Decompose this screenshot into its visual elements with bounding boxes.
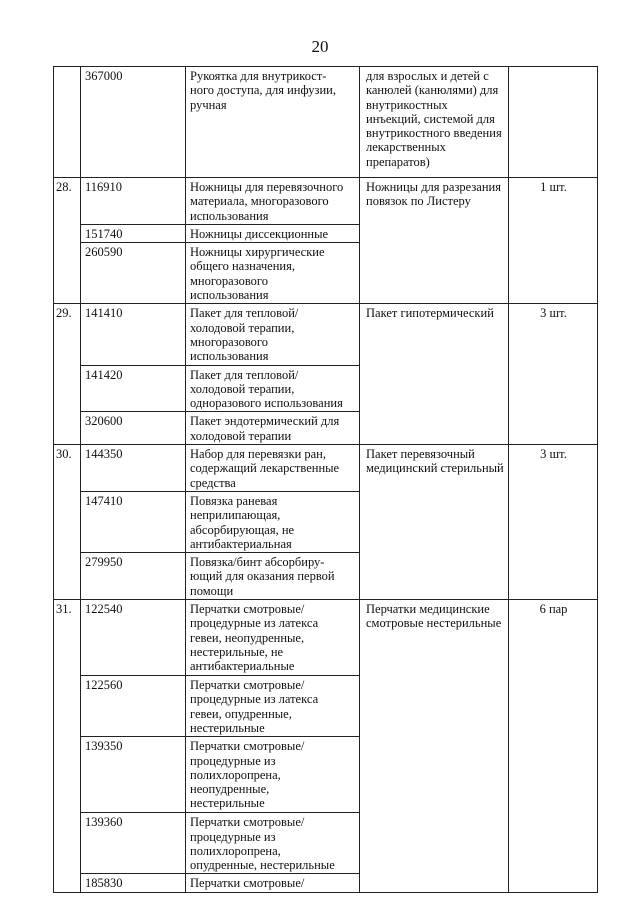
item-number-cell: [54, 304, 81, 445]
item-code-cell: [81, 412, 186, 445]
item-name-cell-text: Перчатки смотровые/ процедурные из латекса гевеи, неопудренные, нестерильные, не антибактериальные: [190, 602, 319, 674]
item-purpose-cell-text: Пакет перевязочный медицинский стерильный: [366, 447, 504, 476]
item-code-cell-text: 122540: [85, 602, 123, 617]
item-code-cell-text: 147410: [85, 493, 123, 508]
item-code-cell-text: 122560: [85, 678, 123, 693]
item-name-cell-text: Пакет эндотермический для холодовой терапии: [190, 414, 340, 443]
item-purpose-cell-text: для взрослых и детей с канюлей (канюлями) для внутрикостных инъекций, системой для внутрикостного введения лекарственных препаратов): [366, 69, 502, 169]
item-name-cell: [186, 737, 360, 813]
item-name-cell: [186, 178, 360, 225]
item-purpose-cell: [360, 67, 509, 178]
page-number: 20: [311, 37, 329, 56]
item-code-cell-text: 260590: [85, 245, 123, 260]
item-name-cell: [186, 365, 360, 412]
item-quantity-cell: [509, 304, 598, 445]
item-code-cell-text: 185830: [85, 876, 123, 891]
item-name-cell: [186, 445, 360, 492]
item-name-cell-text: Набор для перевязки ран, содержащий лекарственные средства: [190, 447, 340, 490]
item-code-cell: [81, 445, 186, 492]
item-quantity-cell: [509, 445, 598, 600]
item-code-cell-text: 139360: [85, 815, 123, 830]
item-code-cell-text: 144350: [85, 447, 123, 462]
item-quantity-cell-text: 3 шт.: [540, 447, 567, 462]
item-code-cell: [81, 304, 186, 365]
item-code-cell: [81, 365, 186, 412]
item-code-cell-text: 139350: [85, 739, 123, 754]
item-quantity-cell: [509, 600, 598, 893]
item-purpose-cell-text: Ножницы для разрезания повязок по Листеру: [366, 180, 501, 209]
item-code-cell-text: 116910: [85, 180, 123, 194]
item-number-cell: [54, 67, 81, 178]
item-quantity-cell: [509, 67, 598, 178]
item-name-cell-text: Пакет для тепловой/ холодовой терапии, одноразового использования: [190, 367, 343, 411]
item-code-cell: [81, 178, 186, 225]
item-name-cell-text: Пакет для тепловой/ холодовой терапии, многоразового использования: [190, 306, 299, 364]
item-name-cell: [186, 491, 360, 552]
item-code-cell: [81, 553, 186, 600]
item-number-cell-text: 28.: [56, 180, 72, 194]
item-number-cell-text: 31.: [56, 602, 72, 617]
item-name-cell-text: Повязка/бинт абсорбиру- ющий для оказания первой помощи: [190, 555, 335, 598]
item-name-cell-text: Рукоятка для внутрикост- ного доступа, для инфузии, ручная: [190, 69, 336, 112]
table-row: [54, 600, 598, 676]
item-name-cell-text: Ножницы диссекционные: [190, 226, 329, 241]
item-code-cell: [81, 813, 186, 874]
item-code-cell-text: 151740: [85, 226, 123, 241]
item-purpose-cell-text: Перчатки медицинские смотровые нестерильные: [366, 602, 502, 631]
item-code-cell: [81, 600, 186, 676]
table-row: [54, 67, 598, 178]
item-number-cell-text: 30.: [56, 447, 72, 462]
table-row: [54, 178, 598, 225]
item-purpose-cell: [360, 445, 509, 600]
item-name-cell-text: Повязка раневая неприлипающая, абсорбирующая, не антибактериальная: [190, 493, 295, 551]
item-quantity-cell: [509, 178, 598, 304]
item-purpose-cell: [360, 178, 509, 304]
item-code-cell: [81, 737, 186, 813]
item-name-cell: [186, 874, 360, 892]
item-quantity-cell-text: 1 шт.: [540, 180, 567, 194]
item-name-cell: [186, 813, 360, 874]
table-row: [54, 445, 598, 492]
item-name-cell: [186, 304, 360, 365]
item-quantity-cell-text: 3 шт.: [540, 306, 567, 321]
item-number-cell-text: 29.: [56, 306, 72, 321]
item-purpose-cell: [360, 304, 509, 445]
item-code-cell-text: 367000: [85, 69, 123, 83]
item-number-cell: [54, 445, 81, 600]
item-code-cell-text: 320600: [85, 414, 123, 429]
item-purpose-cell: [360, 600, 509, 893]
item-code-cell: [81, 224, 186, 242]
item-name-cell-text: Ножницы хирургические общего назначения, многоразового использования: [190, 245, 325, 303]
item-name-cell: [186, 600, 360, 676]
item-code-cell-text: 141410: [85, 306, 123, 321]
item-name-cell-text: Ножницы для перевязочного материала, многоразового использования: [190, 180, 344, 223]
item-name-cell: [186, 243, 360, 304]
item-name-cell: [186, 676, 360, 737]
item-name-cell-text: Перчатки смотровые/ процедурные из полихлоропрена, неопудренные, нестерильные: [190, 739, 305, 811]
item-name-cell-text: Перчатки смотровые/: [190, 876, 305, 891]
item-name-cell: [186, 553, 360, 600]
item-code-cell: [81, 67, 186, 178]
item-name-cell: [186, 412, 360, 445]
item-name-cell: [186, 67, 360, 178]
medical-items-table: [53, 66, 598, 893]
item-code-cell-text: 279950: [85, 555, 123, 570]
item-name-cell: [186, 224, 360, 242]
item-quantity-cell-text: 6 пар: [539, 602, 568, 617]
item-code-cell: [81, 491, 186, 552]
item-code-cell-text: 141420: [85, 367, 123, 382]
item-number-cell: [54, 178, 81, 304]
item-number-cell: [54, 600, 81, 893]
item-name-cell-text: Перчатки смотровые/ процедурные из латекса гевеи, опудренные, нестерильные: [190, 678, 319, 735]
item-name-cell-text: Перчатки смотровые/ процедурные из полихлоропрена, опудренные, нестерильные: [190, 815, 335, 873]
item-code-cell: [81, 874, 186, 892]
item-code-cell: [81, 676, 186, 737]
item-code-cell: [81, 243, 186, 304]
item-purpose-cell-text: Пакет гипотермический: [366, 306, 494, 321]
table-row: [54, 304, 598, 365]
